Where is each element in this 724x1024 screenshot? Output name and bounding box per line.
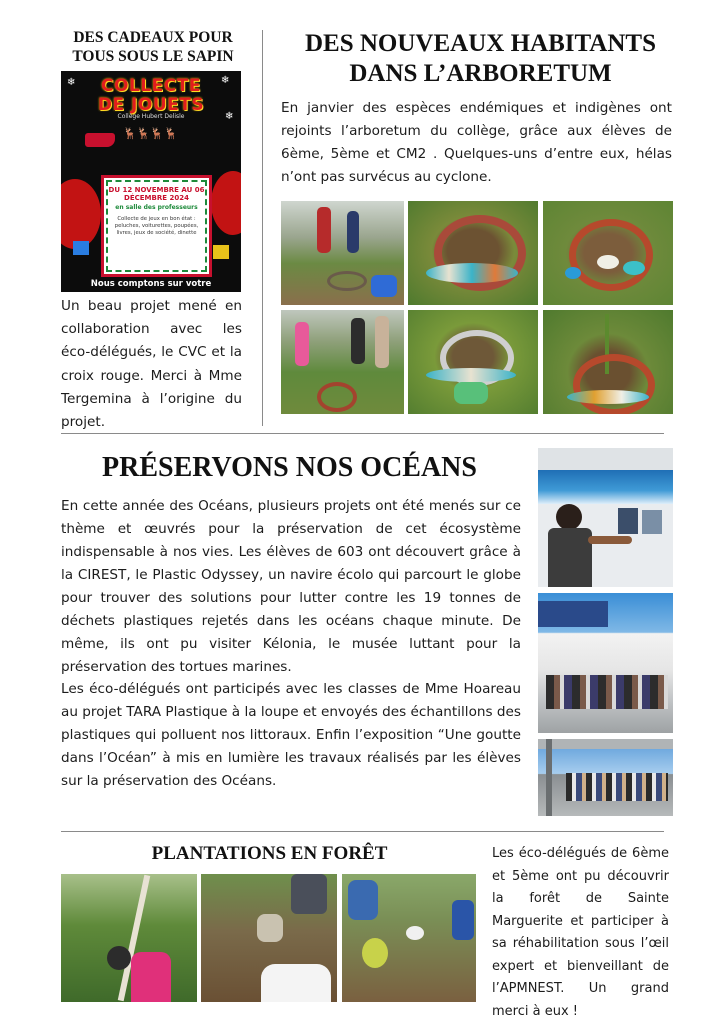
arboretum-text: En janvier des espèces endémiques et indigènes ont rejoints l’arboretum du collège, grâce aux élèves de 6ème, 5ème et CM2 . Quelques-uns d’entre eux, hélas n’ont pas survécus au cyclone. xyxy=(281,100,672,185)
arboretum-title: DES NOUVEAUX HABITANTS DANS L’ARBORETUM xyxy=(305,30,656,87)
foret-title: PLANTATIONS EN FORÊT xyxy=(151,843,388,864)
poster-school: Collège Hubert Delisle xyxy=(117,113,185,120)
poster-dates: DU 12 NOVEMBRE AU 06 DÉCEMBRE 2024 xyxy=(108,186,205,202)
section-divider xyxy=(61,831,664,832)
oceans-photo-ship-group xyxy=(538,593,673,733)
christmas-tree-icon xyxy=(211,171,241,235)
column-divider xyxy=(262,30,263,426)
snowflake-icon: ❄ xyxy=(225,111,234,122)
arboretum-photo-6 xyxy=(543,310,673,414)
arboretum-photo-1 xyxy=(281,201,404,305)
oceans-paragraph-2: Les éco-délégués ont participés avec les classes de Mme Hoareau au projet TARA Plastique à la loupe et envoyés des échantillons des plastiques qui polluent nos littoraux. Enfin l’exposition “Une goutte dans l’Océan” à mis en lumière les travaux réalisés par les élèves sur la préservation des Océans. xyxy=(61,681,521,789)
gift-icon xyxy=(213,245,229,259)
sidebar-text: Un beau projet mené en collaboration avec les éco-délégués, le CVC et la croix rouge. Merci à Mme Tergemina à l’origine du projet. xyxy=(61,298,242,431)
snowflake-icon: ❄ xyxy=(67,77,76,88)
toy-collection-poster xyxy=(61,71,241,292)
poster-footer: Nous comptons sur votre xyxy=(61,277,241,292)
christmas-tree-icon xyxy=(61,179,101,249)
gift-icon xyxy=(73,241,89,255)
foret-photo-2 xyxy=(201,874,337,1002)
arboretum-photo-4 xyxy=(281,310,404,414)
oceans-photo-seaside-group xyxy=(538,739,673,816)
oceans-photo-exhibition xyxy=(538,448,673,587)
arboretum-photo-2 xyxy=(408,201,538,305)
oceans-title: PRÉSERVONS NOS OCÉANS xyxy=(102,452,477,483)
reindeer-icon: 🦌🦌🦌🦌 xyxy=(123,127,178,140)
sidebar-title: DES CADEAUX POUR TOUS SOUS LE SAPIN xyxy=(72,29,234,65)
foret-photo-1 xyxy=(61,874,197,1002)
foret-photo-3 xyxy=(342,874,476,1002)
poster-details: Collecte de jeux en bon état : peluches, voiturettes, poupées, livres, jeux de société, dinette xyxy=(114,216,199,236)
section-divider xyxy=(61,433,664,434)
poster-title: COLLECTE DE JOUETS xyxy=(97,76,205,115)
oceans-paragraph-1: En cette année des Océans, plusieurs projets ont été menés sur ce thème et œuvrés pour la préservation de cet écosystème indispensable à nos vies. Les élèves de 603 ont découvert grâce à la CIREST, le Plastic Odyssey, un navire écolo qui parcourt le globe pour trouver des solutions pour lutter contre les 19 tonnes de déchets plastiques rejetés dans les océans chaque minute. De même, ils ont pu visiter Kélonia, le musée luttant pour la préservation des tortues marines. xyxy=(61,498,521,675)
arboretum-photo-5 xyxy=(408,310,538,414)
poster-info-box xyxy=(101,175,212,277)
foret-text: Les éco-délégués de 6ème et 5ème ont pu découvrir la forêt de Sainte Marguerite et participer à sa réhabilitation sous l’œil expert et bienveillant de l’APMNEST. Un grand merci à eux ! xyxy=(492,846,669,1019)
sleigh-icon xyxy=(85,133,115,147)
snowflake-icon: ❄ xyxy=(221,75,230,86)
arboretum-photo-3 xyxy=(543,201,673,305)
poster-place: en salle des professeurs xyxy=(115,204,198,211)
